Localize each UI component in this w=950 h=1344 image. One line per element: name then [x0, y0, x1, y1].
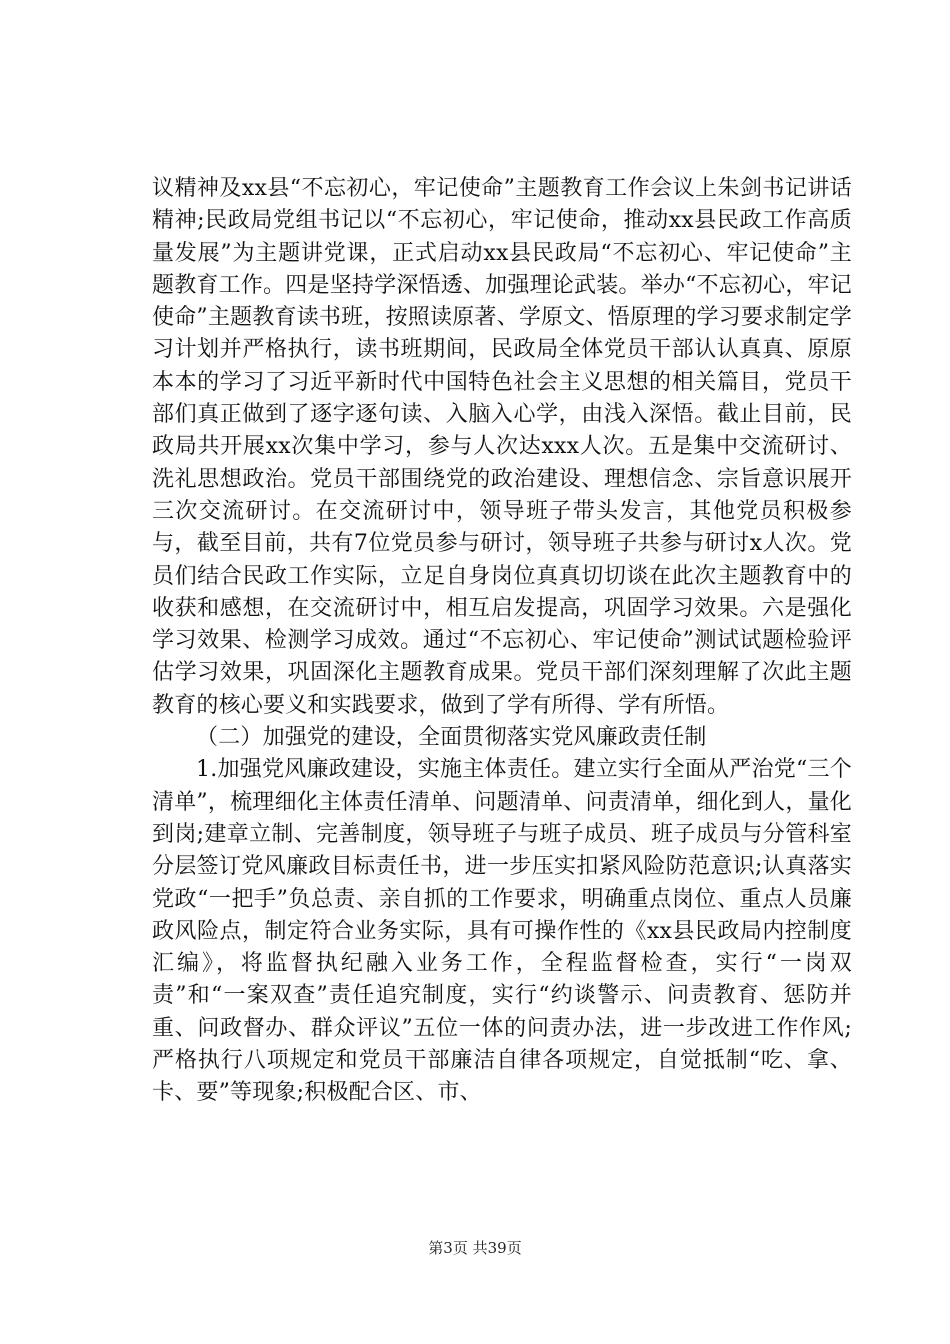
paragraph-theme-education: 议精神及xx县“不忘初心，牢记使命”主题教育工作会议上朱剑书记讲话精神;民政局党组书记以“不忘初心，牢记使命，推动xx县民政工作高质量发展”为主题讲党课，正式启动xx县民政局“不忘初心、牢记使命”主题教育工作。四是坚持学深悟透、加强理论武装。举办“不忘初心，牢记使命”主题教育读书班，按照读原著、学原文、悟原理的学习要求制定学习计划并严格执行，读书班期间，民政局全体党员干部认认真真、原原本本的学习了习近平新时代中国特色社会主义思想的相关篇目，党员干部们真正做到了逐字逐句读、入脑入心学，由浅入深悟。截止目前，民政局共开展xx次集中学习，参与人次达xxx人次。五是集中交流研讨、洗礼思想政治。党员干部围绕党的政治建设、理想信念、宗旨意识展开三次交流研讨。在交流研讨中，领导班子带头发言，其他党员积极参与，截至目前，共有7位党员参与研讨，领导班子共参与研讨x人次。党员们结合民政工作实际，立足自身岗位真真切切谈在此次主题教育中的收获和感想，在交流研讨中，相互启发提高，巩固学习效果。六是强化学习效果、检测学习成效。通过“不忘初心、牢记使命”测试试题检验评估学习效果，巩固深化主题教育成果。党员干部们深刻理解了次此主题教育的核心要义和实践要求，做到了学有所得、学有所悟。	[152, 176, 852, 718]
document-body	[152, 173, 852, 1110]
section-heading-party-building: （二）加强党的建设，全面贯彻落实党风廉政责任制	[196, 725, 707, 751]
paragraph-clean-government: 1.加强党风廉政建设，实施主体责任。建立实行全面从严治党“三个清单”，梳理细化主体责任清单、问题清单、问责清单，细化到人，量化到岗;建章立制、完善制度，领导班子与班子成员、班子成员与分管科室分层签订党风廉政目标责任书，进一步压实扣紧风险防范意识;认真落实党政“一把手”负总责、亲自抓的工作要求，明确重点岗位、重点人员廉政风险点，制定符合业务实际，具有可操作性的《xx县民政局内控制度汇编》，将监督执纪融入业务工作，全程监督检查，实行“一岗双责”和“一案双查”责任追究制度，实行“约谈警示、问责教育、惩防并重、问政督办、群众评议”五位一体的问责办法，进一步改进工作作风;严格执行八项规定和党员干部廉洁自律各项规定，自觉抵制“吃、拿、卡、要”等现象;积极配合区、市、	[152, 757, 852, 1106]
page-number-footer: 第3页 共39页	[428, 1239, 522, 1257]
